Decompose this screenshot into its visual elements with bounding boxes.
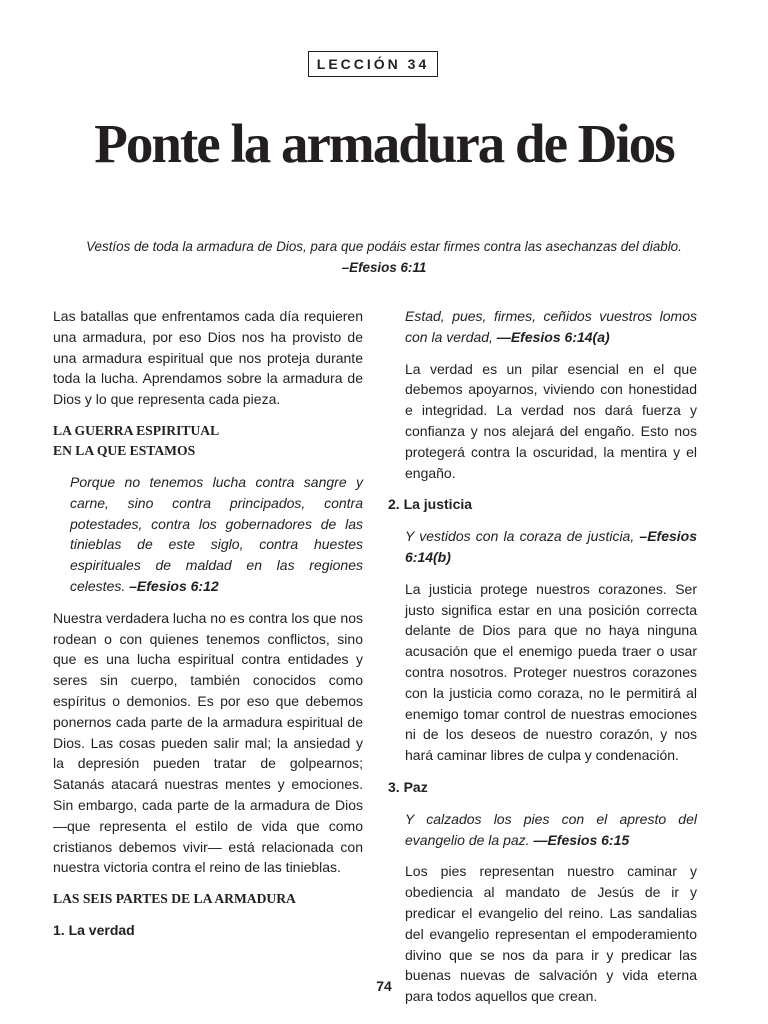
scripture-quote <box>388 809 697 851</box>
item-heading-truth: 1. La verdad <box>53 922 135 939</box>
section-heading-line: EN LA QUE ESTAMOS <box>53 442 196 458</box>
lesson-label: LECCIÓN 34 <box>308 51 438 77</box>
section-heading-line: LA GUERRA ESPIRITUAL <box>53 422 220 438</box>
item-heading-peace: 3. Paz <box>388 778 428 795</box>
page-title: Ponte la armadura de Dios <box>94 113 674 174</box>
quote-text: Y vestidos con la coraza de justicia, <box>405 528 635 545</box>
left-column <box>53 306 363 952</box>
quote-text: Porque no tenemos lucha contra sangre y carne, sino contra principados, contra potestades, contra los gobernadores de las tinieblas de este siglo, contra huestes espirituales de maldad en las regiones celestes. <box>70 473 363 594</box>
epigraph-reference: –Efesios 6:11 <box>341 260 427 275</box>
right-column <box>388 306 697 1018</box>
section-heading-six-parts: LAS SEIS PARTES DE LA ARMADURA <box>53 891 296 907</box>
quote-text: Y calzados los pies con el apresto del evangelio de la paz. <box>405 810 697 848</box>
body-paragraph: La verdad es un pilar esencial en el que debemos apoyarnos, viviendo con honestidad e integridad. La verdad nos dará fuerza y confianza y nos alejará del engaño. Esto nos protegerá contra la oscuridad, la mentira y el engaño. <box>405 360 697 481</box>
epigraph <box>40 236 728 278</box>
item-heading-justice: 2. La justicia <box>388 496 473 513</box>
quote-reference: —Efesios 6:14(a) <box>496 328 610 345</box>
section-heading-spiritual-war <box>53 421 363 461</box>
body-paragraph: Los pies representan nuestro caminar y obediencia al mandato de Jesús de ir y predicar el evangelio del reino. Las sandalias del evangelio representan el empoderamiento divino que se nos da para ir y predicar las buenas nuevas de salvación y vida eterna para todos aquellos que crean. <box>405 863 697 1005</box>
scripture-quote <box>53 472 363 597</box>
body-paragraph: Nuestra verdadera lucha no es contra los que nos rodean o con quienes tenemos conflictos, sino que es una lucha espiritual contra entidades y seres sin cuerpo, también conocidos como espíritus o demonios. Es por eso que debemos ponernos cada parte de la armadura espiritual de Dios. Las cosas pueden salir mal; la ansiedad y la depresión pueden tratar de golpearnos; Satanás atacará nuestras mentes y emociones. Sin embargo, cada parte de la armadura de Dios —que representa el estilo de vida que como cristianos debemos vivir— está relacionada con nuestra victoria contra el reino de las tinieblas. <box>53 609 363 876</box>
intro-paragraph: Las batallas que enfrentamos cada día requieren una armadura, por eso Dios nos ha provisto de una armadura espiritual que nos proteja durante toda la lucha. Aprendamos sobre la armadura de Dios y lo que representa cada pieza. <box>53 308 363 408</box>
quote-reference: –Efesios 6:14(b) <box>405 528 698 565</box>
quote-reference: –Efesios 6:12 <box>129 577 219 594</box>
quote-reference: —Efesios 6:15 <box>533 831 630 848</box>
scripture-quote <box>388 526 697 568</box>
scripture-quote <box>388 306 697 348</box>
quote-text: Estad, pues, firmes, ceñidos vuestros lomos con la verdad, <box>405 308 697 345</box>
body-paragraph: La justicia protege nuestros corazones. Ser justo significa estar en una posición correcta delante de Dios para que no haya ninguna acusación que el enemigo pueda traer o usar contra nosotros. Proteger nuestros corazones con la justicia como coraza, no le permitirá al enemigo tomar control de nuestras emociones ni de los deseos de nuestro corazón, y nos hará caminar libres de culpa y condenación. <box>405 580 697 764</box>
page-number: 74 <box>376 978 392 994</box>
epigraph-quote: Vestíos de toda la armadura de Dios, para que podáis estar firmes contra las asechanzas del diablo. <box>86 239 682 254</box>
